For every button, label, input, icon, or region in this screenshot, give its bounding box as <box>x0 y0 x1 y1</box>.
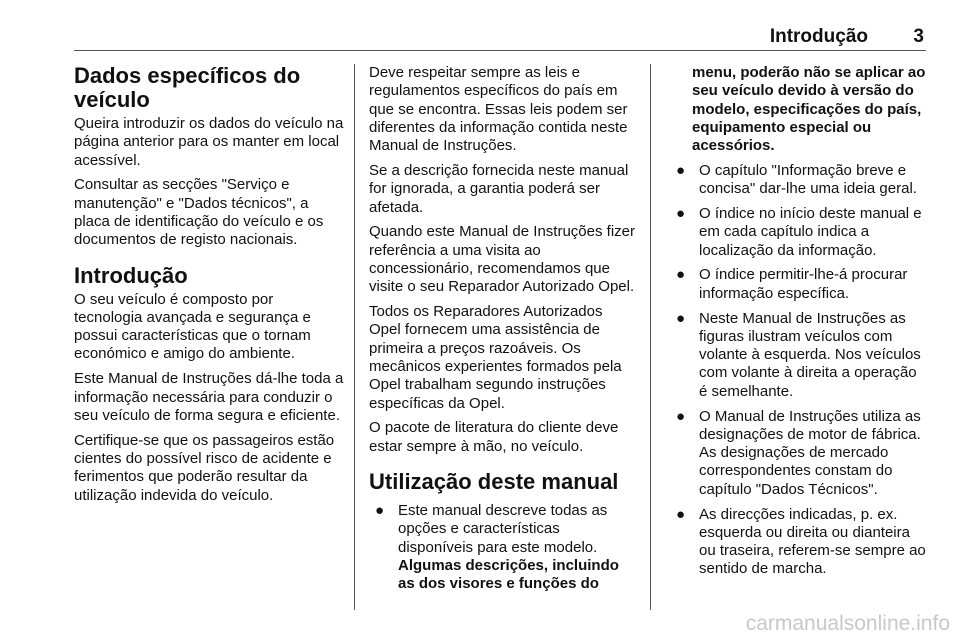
list-item-text: O índice permitir-lhe-á procurar informação específica. <box>699 266 908 302</box>
paragraph: Certifique-se que os passageiros estão cientes do possível risco de acidente e ferimentos que poderão resultar da utilização indevida do veículo. <box>74 431 335 504</box>
section-heading-using-manual: Utilização deste manual <box>369 468 619 494</box>
list-item-text: Este manual descreve todas as opções e características disponíveis para este modelo. <box>398 501 608 556</box>
column-3 <box>670 64 926 585</box>
list-item-text: Neste Manual de Instruções as figuras ilustram veículos com volante à esquerda. Nos veículos com volante à direita a operação é semelhante. <box>699 309 921 400</box>
page-header <box>74 0 926 51</box>
list-item-bold-text: Algumas descrições, incluindo as dos visores e funções do <box>398 556 619 593</box>
list-item <box>670 506 926 579</box>
bullet-icon: ● <box>676 266 686 284</box>
bullet-list <box>670 162 926 579</box>
list-item-text: O capítulo "Informação breve e concisa" dar-lhe uma ideia geral. <box>699 161 917 198</box>
bullet-icon: ● <box>676 309 686 327</box>
section-heading-introduction: Introdução <box>74 262 188 288</box>
bullet-icon: ● <box>676 407 686 425</box>
list-item <box>369 502 635 593</box>
list-item-text: O índice no início deste manual e em cada capítulo indica a localização da informação. <box>699 205 922 259</box>
list-item <box>670 408 926 499</box>
column-1 <box>74 64 344 511</box>
paragraph: Quando este Manual de Instruções fizer referência a uma visita ao concessionário, recomendamos que visite o seu Reparador Autorizado Opel. <box>369 223 635 296</box>
paragraph: Queira introduzir os dados do veículo na página anterior para os manter em local acessível. <box>74 115 344 169</box>
page-number: 3 <box>913 26 924 47</box>
paragraph: Se a descrição fornecida neste manual for ignorada, a garantia poderá ser afetada. <box>369 161 629 216</box>
list-item-continuation: menu, poderão não se aplicar ao seu veículo devido à versão do modelo, especificações do país, equipamento especial ou acessórios. <box>692 64 926 155</box>
section-heading-vehicle-data: Dados específicos do veículo <box>74 63 301 112</box>
bullet-icon: ● <box>676 161 686 179</box>
column-divider-2 <box>650 64 651 610</box>
watermark: carmanualsonline.info <box>745 612 950 635</box>
paragraph: Este Manual de Instruções dá-lhe toda a informação necessária para conduzir o seu veículo de forma segura e eficiente. <box>74 370 344 424</box>
bullet-icon: ● <box>375 501 385 519</box>
paragraph: O pacote de literatura do cliente deve estar sempre à mão, no veículo. <box>369 419 619 455</box>
list-item-text: As direcções indicadas, p. ex. esquerda ou direita ou dianteira ou traseira, referem-se sempre ao sentido de marcha. <box>699 505 926 578</box>
bullet-list <box>369 502 635 593</box>
paragraph: Todos os Reparadores Autorizados Opel fornecem uma assistência de primeira a preços razoáveis. Os mecânicos experientes formados pela Opel trabalham segundo instruções específicas da Opel. <box>369 303 622 412</box>
list-item <box>670 205 926 260</box>
bullet-icon: ● <box>676 505 686 523</box>
column-2 <box>369 64 635 600</box>
list-item <box>670 266 926 303</box>
list-item <box>670 162 926 199</box>
paragraph: O seu veículo é composto por tecnologia avançada e segurança e possui características que o tornam económico e amigo do ambiente. <box>74 290 311 363</box>
bullet-icon: ● <box>676 205 686 223</box>
paragraph: Consultar as secções "Serviço e manutenção" e "Dados técnicos", a placa de identificação do veículo e os documentos de registo nacionais. <box>74 176 324 249</box>
list-item <box>670 310 926 401</box>
header-title: Introdução <box>769 26 868 47</box>
paragraph: Deve respeitar sempre as leis e regulamentos específicos do país em que se encontra. Essas leis podem ser diferentes da informação contida neste Manual de Instruções. <box>369 64 628 155</box>
list-item-text: O Manual de Instruções utiliza as designações de motor de fábrica. As designações de mercado correspondentes constam do capítulo "Dados Técnicos". <box>699 407 921 498</box>
column-divider-1 <box>354 64 355 610</box>
